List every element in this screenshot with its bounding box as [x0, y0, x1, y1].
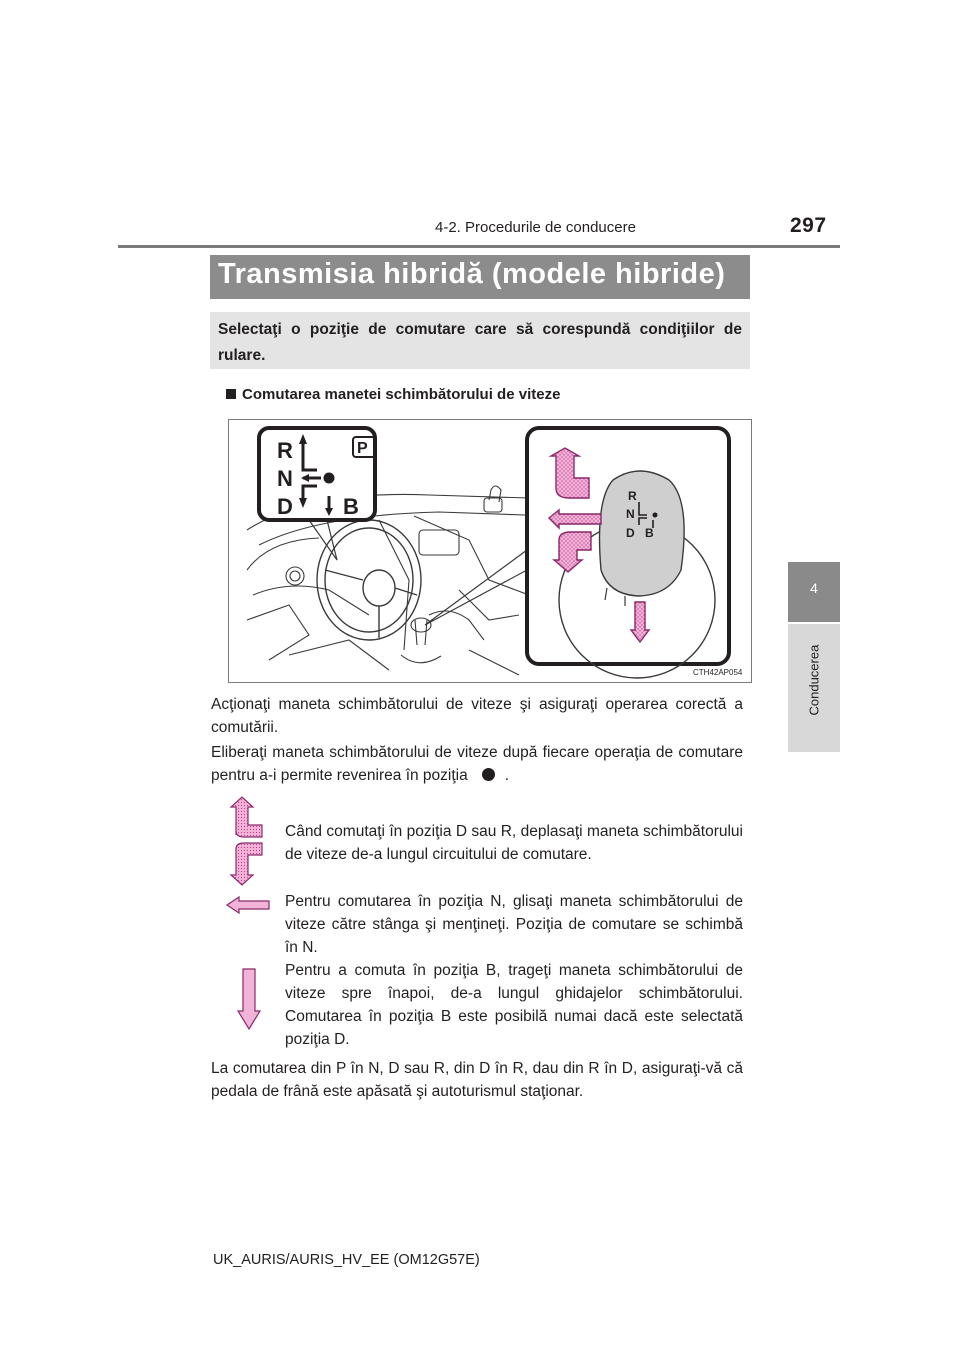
subheading-text: Comutarea manetei schimbătorului de viteze: [242, 386, 561, 403]
item-text-up-down: Când comutaţi în poziţia D sau R, deplasaţi maneta schimbătorului de viteze de-a lungul circuitului de comutare.: [285, 823, 743, 863]
dashboard-illustration: [229, 420, 751, 682]
item-text-down: Pentru a comuta în poziţia B, trageţi maneta schimbătorului de viteze spre înapoi, de-a lungul ghidajelor schimbătorului. Comutarea în poziţia B este posibilă numai dacă este selectată poziţia D.: [285, 962, 743, 1048]
home-position-dot-icon: [482, 768, 495, 781]
gate-label-p: P: [357, 440, 368, 457]
knob-label-b: B: [645, 526, 654, 540]
page-title: Transmisia hibridă (modele hibride): [218, 258, 726, 290]
square-bullet-icon: [226, 389, 236, 399]
gate-label-r: R: [277, 438, 293, 463]
down-arrow-icon: [237, 967, 261, 1031]
footer-doc-id: UK_AURIS/AURIS_HV_EE (OM12G57E): [213, 1252, 480, 1268]
shifter-base: [401, 618, 441, 663]
up-down-path-arrows-icon: [222, 795, 272, 887]
callout-lines: [309, 520, 527, 625]
paragraph-closing: La comutarea din P în N, D sau R, din D în R, dau din R în D, asiguraţi-vă că pedala de frână este apăsată şi autoturismul staţionar.: [211, 1060, 743, 1100]
subheading: [226, 386, 560, 403]
shift-lever-figure: [228, 419, 752, 683]
left-arrow-icon: [225, 895, 271, 915]
page-number: 297: [790, 214, 827, 237]
gate-label-b: B: [343, 494, 359, 519]
section-title: 4-2. Procedurile de conducere: [435, 219, 636, 236]
knob-label-r: R: [628, 489, 637, 503]
paragraph-release: [211, 741, 743, 787]
figure-code: CTH42AP054: [693, 668, 743, 677]
intro-text: Selectaţi o poziţie de comutare care să corespundă condiţiilor de rulare.: [218, 321, 742, 364]
paragraph-release-text: Eliberaţi maneta schimbătorului de viteze după fiecare operaţia de comutare pentru a-i permite revenirea în poziţia: [211, 744, 743, 784]
gate-label-n: N: [277, 466, 293, 491]
chapter-number: 4: [810, 580, 818, 596]
knob-label-d: D: [626, 526, 635, 540]
gate-label-d: D: [277, 494, 293, 519]
shift-knob-icon: [600, 471, 685, 596]
knob-label-n: N: [626, 507, 635, 521]
chapter-tab: [788, 562, 840, 622]
paragraph-operate: Acţionaţi maneta schimbătorului de viteze şi asiguraţi operarea corectă a comutării.: [211, 696, 743, 736]
home-position-dot-icon: [324, 473, 335, 484]
item-text-left: Pentru comutarea în poziţia N, glisaţi maneta schimbătorului de viteze către stânga şi menţineţi. Poziţia de comutare se schimbă în N.: [285, 893, 743, 956]
steering-wheel-icon: [317, 520, 421, 640]
chapter-label: Conducerea: [806, 644, 822, 716]
paragraph-release-end: .: [504, 767, 510, 784]
header-rule: [118, 245, 840, 248]
